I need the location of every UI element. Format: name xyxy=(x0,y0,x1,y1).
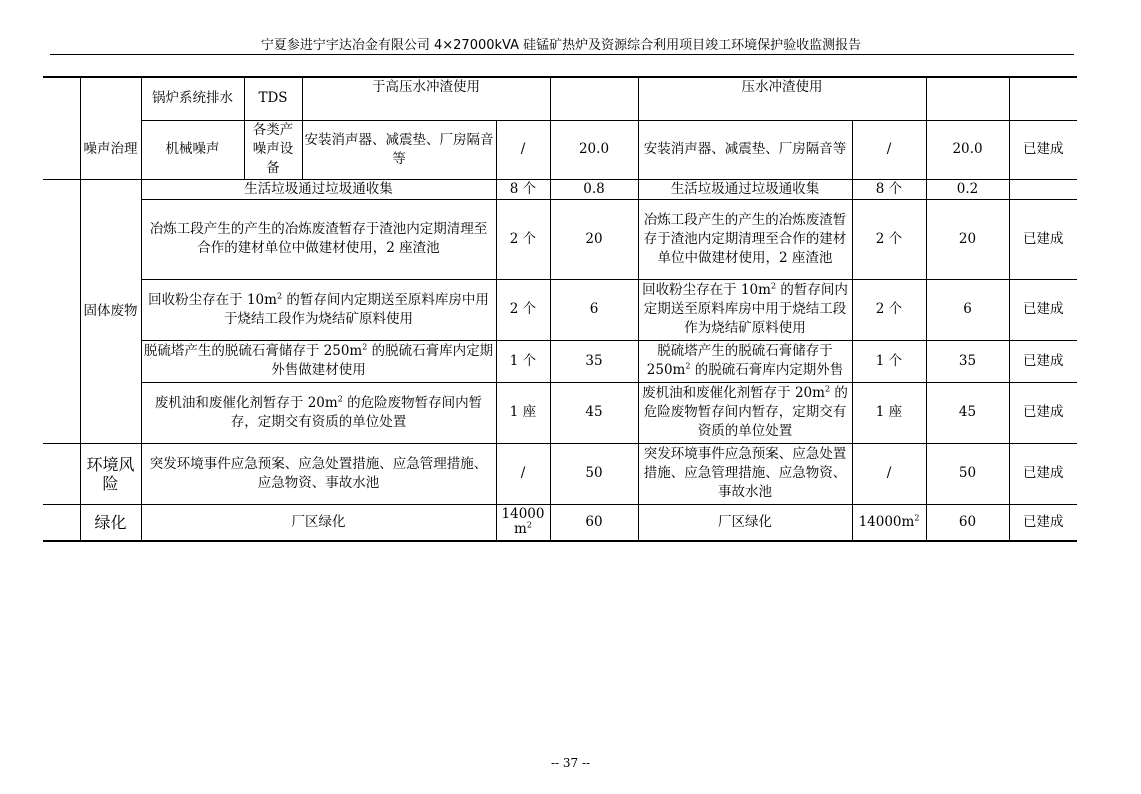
slag-env-invest: 20 xyxy=(550,199,638,279)
oil-env-text-b: 的危险废物暂存间内暂存，定期交有资质的单位处置 xyxy=(230,394,483,430)
noise-env-qty: / xyxy=(496,120,550,179)
boiler-source: 锅炉系统排水 xyxy=(141,77,244,120)
gypsum-status: 已建成 xyxy=(1009,340,1077,382)
gypsum-env-invest: 35 xyxy=(550,340,638,382)
blank-cell xyxy=(550,77,638,120)
risk-actual-invest: 50 xyxy=(926,443,1009,504)
gypsum-env-text-a: 脱硫塔产生的脱硫石膏储存于 250m xyxy=(143,343,363,359)
table-row xyxy=(43,120,1077,179)
green-env-qty-sup: 2 xyxy=(526,520,532,530)
page-number: -- 37 -- xyxy=(550,756,591,770)
table-row xyxy=(43,77,1077,120)
green-env-qty xyxy=(496,504,550,541)
dust-env-qty: 2 个 xyxy=(496,279,550,340)
oil-env-measure xyxy=(141,382,496,443)
green-actual-qty xyxy=(852,504,926,541)
garbage-status xyxy=(1009,179,1077,199)
table-row xyxy=(43,199,1077,279)
risk-category: 环境风险 xyxy=(80,443,141,504)
table-row xyxy=(43,504,1077,541)
slag-env-qty: 2 个 xyxy=(496,199,550,279)
oil-status: 已建成 xyxy=(1009,382,1077,443)
report-header: 宁夏参进宁宇达冶金有限公司 4×27000kVA 硅锰矿热炉及资源综合利用项目竣工环境保护验收监测报告 xyxy=(260,38,862,53)
blank-cell xyxy=(1009,77,1077,120)
gypsum-actual-text-a: 脱硫塔产生的脱硫石膏储存于 250m xyxy=(646,343,833,378)
table-row xyxy=(43,179,1077,199)
dust-env-invest: 6 xyxy=(550,279,638,340)
gypsum-env-sup: 2 xyxy=(362,342,368,352)
gypsum-actual-measure xyxy=(638,340,852,382)
oil-actual-measure xyxy=(638,382,852,443)
green-actual-qty-text: 14000m xyxy=(858,513,915,530)
dust-env-text-a: 回收粉尘存在于 10m xyxy=(148,291,277,308)
garbage-actual-invest: 0.2 xyxy=(926,179,1009,199)
garbage-actual-qty: 8 个 xyxy=(852,179,926,199)
oil-actual-text-a: 废机油和废催化剂暂存于 20m xyxy=(642,385,825,401)
garbage-actual-measure: 生活垃圾通过垃圾通收集 xyxy=(638,179,852,199)
green-actual-measure: 厂区绿化 xyxy=(638,504,852,541)
boiler-pollutant: TDS xyxy=(244,77,302,120)
blank-cell xyxy=(43,120,80,179)
dust-actual-sup: 2 xyxy=(770,281,777,291)
noise-category: 噪声治理 xyxy=(80,120,141,179)
garbage-env-invest: 0.8 xyxy=(550,179,638,199)
noise-env-invest: 20.0 xyxy=(550,120,638,179)
blank-cell xyxy=(43,443,80,504)
gypsum-actual-qty: 1 个 xyxy=(852,340,926,382)
gypsum-env-qty: 1 个 xyxy=(496,340,550,382)
oil-actual-sup: 2 xyxy=(824,384,831,394)
green-actual-qty-sup: 2 xyxy=(914,513,920,523)
dust-actual-text-a: 回收粉尘存在于 10m xyxy=(642,282,771,298)
dust-env-text-b: 的暂存间内定期送至原料库房中用于烧结工段作为烧结矿原料使用 xyxy=(224,291,489,327)
blank-cell xyxy=(926,77,1009,120)
dust-actual-text-b: 的暂存间内定期送至原料库房中用于烧结工段作为烧结矿原料使用 xyxy=(643,282,848,336)
gypsum-actual-sup: 2 xyxy=(685,361,691,371)
dust-env-sup: 2 xyxy=(276,291,283,300)
oil-env-qty: 1 座 xyxy=(496,382,550,443)
green-env-qty-text: 14000 m xyxy=(501,506,545,538)
boiler-actual-measure: 压水冲渣使用 xyxy=(638,77,926,120)
blank-cell xyxy=(43,504,80,541)
table-row xyxy=(43,382,1077,443)
oil-actual-qty: 1 座 xyxy=(852,382,926,443)
gypsum-env-text-b: 的脱硫石膏库内定期外售做建材使用 xyxy=(271,343,494,378)
noise-env-measure: 安装消声器、减震垫、厂房隔音等 xyxy=(302,120,496,179)
green-category: 绿化 xyxy=(80,504,141,541)
gypsum-env-measure xyxy=(141,340,496,382)
dust-actual-measure xyxy=(638,279,852,340)
dust-actual-invest: 6 xyxy=(926,279,1009,340)
boiler-env-measure: 于高压水冲渣使用 xyxy=(302,77,550,120)
risk-env-invest: 50 xyxy=(550,443,638,504)
risk-status: 已建成 xyxy=(1009,443,1077,504)
dust-env-measure xyxy=(141,279,496,340)
garbage-env-measure: 生活垃圾通过垃圾通收集 xyxy=(141,179,496,199)
dust-actual-qty: 2 个 xyxy=(852,279,926,340)
oil-env-invest: 45 xyxy=(550,382,638,443)
gypsum-actual-text-b: 的脱硫石膏库内定期外售 xyxy=(690,362,844,378)
slag-status: 已建成 xyxy=(1009,199,1077,279)
green-status: 已建成 xyxy=(1009,504,1077,541)
slag-actual-qty: 2 个 xyxy=(852,199,926,279)
blank-cell xyxy=(43,77,80,120)
header-rule xyxy=(50,54,1074,55)
slag-env-measure: 冶炼工段产生的产生的冶炼废渣暂存于渣池内定期清理至合作的建材单位中做建材使用，2 座渣池 xyxy=(141,199,496,279)
measures-table xyxy=(43,76,1077,542)
risk-actual-measure: 突发环境事件应急预案、应急处置措施、应急管理措施、应急物资、事故水池 xyxy=(638,443,852,504)
oil-actual-text-b: 的危险废物暂存间内暂存，定期交有资质的单位处置 xyxy=(643,385,848,439)
slag-actual-measure: 冶炼工段产生的产生的冶炼废渣暂存于渣池内定期清理至合作的建材单位中做建材使用，2 座渣池 xyxy=(638,199,852,279)
oil-env-text-a: 废机油和废催化剂暂存于 20m xyxy=(154,394,338,411)
gypsum-actual-invest: 35 xyxy=(926,340,1009,382)
table-row xyxy=(43,340,1077,382)
noise-source: 各类产噪声设备 xyxy=(244,120,302,179)
table-row xyxy=(43,279,1077,340)
table-row xyxy=(43,443,1077,504)
solid-category: 固体废物 xyxy=(80,179,141,443)
risk-env-qty: / xyxy=(496,443,550,504)
blank-cell xyxy=(80,77,141,120)
oil-actual-invest: 45 xyxy=(926,382,1009,443)
noise-actual-qty: / xyxy=(852,120,926,179)
garbage-env-qty: 8 个 xyxy=(496,179,550,199)
noise-actual-invest: 20.0 xyxy=(926,120,1009,179)
slag-actual-invest: 20 xyxy=(926,199,1009,279)
green-env-invest: 60 xyxy=(550,504,638,541)
green-actual-invest: 60 xyxy=(926,504,1009,541)
noise-actual-measure: 安装消声器、减震垫、厂房隔音等 xyxy=(638,120,852,179)
green-env-measure: 厂区绿化 xyxy=(141,504,496,541)
noise-sub: 机械噪声 xyxy=(141,120,244,179)
blank-cell xyxy=(43,179,80,443)
risk-actual-qty: / xyxy=(852,443,926,504)
oil-env-sup: 2 xyxy=(337,394,343,403)
risk-env-measure: 突发环境事件应急预案、应急处置措施、应急管理措施、应急物资、事故水池 xyxy=(141,443,496,504)
dust-status: 已建成 xyxy=(1009,279,1077,340)
noise-status: 已建成 xyxy=(1009,120,1077,179)
